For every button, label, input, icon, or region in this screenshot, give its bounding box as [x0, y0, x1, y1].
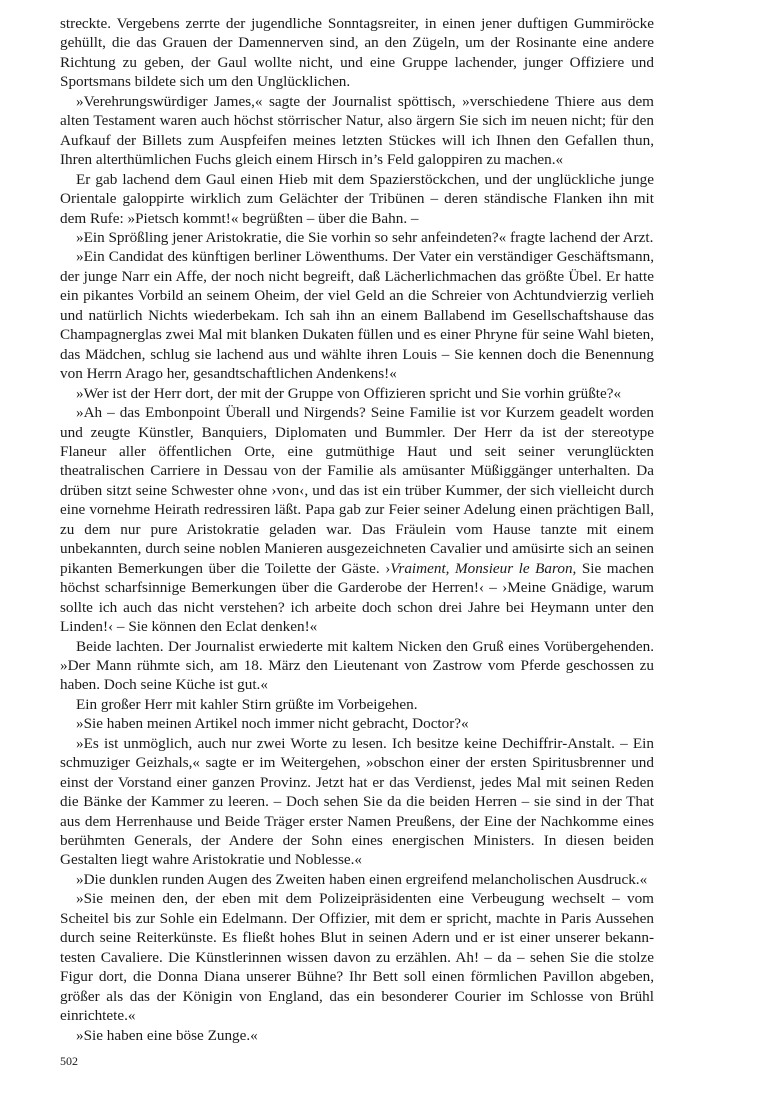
paragraph	[60, 14, 654, 92]
paragraph-text: streckte. Vergebens zerrte der jugendliche Sonntagsreiter, in einen jener duftigen Gummiröcke gehüllt, die das Grauen der Damennerven sind, an den Zügeln, um der Rosinante eine andere Richtung zu geben, der Gaul wollte nicht, und eine Gruppe lachender, junger Offiziere und Sportsmans bildete sich um den Unglücklichen.	[60, 15, 654, 91]
paragraph	[60, 870, 654, 889]
paragraph	[60, 170, 654, 228]
paragraph-text: »Wer ist der Herr dort, der mit der Gruppe von Offizieren spricht und Sie vorhin grüßte?«	[76, 384, 622, 402]
italic-text: Vraiment, Monsieur le Baron,	[390, 559, 577, 577]
paragraph	[60, 637, 654, 695]
paragraph-text: »Sie meinen den, der eben mit dem Polizeipräsidenten eine Verbeugung wechselt – vom Scheitel bis zur Sohle ein Edelmann. Der Offizier, mit dem er spricht, machte in Paris Aussehen durch seine Reiterkünste. Es fließt hohes Blut in seinen Adern und er ist einer unserer bekanntesten Cavaliere. Die Künstlerinnen wissen davon zu erzählen. Ah! – da – sehen Sie die stolze Figur dort, die Donna Diana unserer Bühne? Ihr Bett soll einen förmlichen Pavillon abgeben, größer als das der Königin von England, das ein besonderer Courier im Schlosse von Brühl einrichtete.«	[60, 890, 654, 1025]
paragraph	[60, 384, 654, 403]
paragraph	[60, 889, 654, 1025]
paragraph-text: Er gab lachend dem Gaul einen Hieb mit dem Spazierstöckchen, und der unglückliche junge Orientale galoppirte wirklich zum Gelächter der Tribünen – deren ständische Flanken ihn mit dem Rufe: »Pietsch kommt!« begrüßten – über die Bahn. –	[60, 170, 654, 227]
paragraph	[60, 695, 654, 714]
page-body	[60, 14, 654, 1045]
page-number: 502	[60, 1054, 78, 1068]
paragraph	[60, 714, 654, 733]
paragraph-text: »Die dunklen runden Augen des Zweiten haben einen ergreifend melancholischen Ausdruck.«	[76, 870, 648, 888]
paragraph-text: »Ein Sprößling jener Aristokratie, die Sie vorhin so sehr anfeindeten?« fragte lachend der Arzt.	[76, 228, 654, 246]
paragraph-text: »Ah – das Embonpoint Überall und Nirgends? Seine Familie ist vor Kurzem geadelt worden und zeugte Künstler, Banquiers, Diplomaten und Bummler. Der Herr da ist der stereotype Flaneur aller öffentlichen Orte, eine gutmüthige Haut und seit seiner verunglückten theatralischen Carriere in Dessau von der Familie als amüsanter Müßiggänger unterhalten. Da drüben sitzt seine Schwester ohne ›von‹, und das ist ein trüber Kummer, der sich vielleicht durch eine vornehme Heirath redressiren läßt. Papa gab zur Feier seiner Adelung einen prächtigen Ball, zu dem nur pure Aristokratie geladen war. Das Fräulein vom Hause tanzte mit einem unbekannten, durch seine noblen Manieren ausgezeichneten Cavalier und amüsirte sich an seinen pikanten Bemerkungen über die Toilette der Gäste. ›	[60, 404, 654, 577]
paragraph	[60, 92, 654, 170]
paragraph-text: »Es ist unmöglich, auch nur zwei Worte zu lesen. Ich besitze keine Dechiffrir-Anstalt. – Ein schmuziger Geizhals,« sagte er im Weitergehen, »obschon einer der ersten Spiritusbrenner und einst der Vorstand einer ganzen Provinz. Jetzt hat er das Verdienst, jedes Mal mit seinen Reden die Bänke der Kammer zu leeren. – Doch sehen Sie da die beiden Herren – sie sind in der That aus dem Herrenhause und Beide Träger erster Namen Preußens, der Eine der Nachkomme eines berühmten Generals, der Andere der Sohn eines energischen Ministers. In diesen beiden Gestalten liegt wahre Aristokratie und Noblesse.«	[60, 734, 654, 869]
paragraph-text: Sie machen höchst scharfsinnige Bemerkungen über die Garderobe der Herren!‹ – ›Meine Gnädige, warum sollte ich auch das nicht verstehen? ich arbeite doch schon drei Jahre bei Heymann unter den Linden!‹ – Sie können den Eclat denken!«	[60, 559, 654, 636]
paragraph	[60, 734, 654, 870]
paragraph-text: Ein großer Herr mit kahler Stirn grüßte im Vorbeigehen.	[76, 695, 418, 713]
paragraph	[60, 403, 654, 636]
paragraph-text: »Verehrungswürdiger James,« sagte der Journalist spöttisch, »verschiedene Thiere aus dem alten Testament waren auch höchst störrischer Natur, also ärgern Sie sich im neuen nicht; für den Aufkauf der Billets zum Auspfeifen meines letzten Stückes will ich Ihnen den Gefallen thun, Ihren alterthümlichen Fuchs gleich einem Hirsch in’s Feld galoppiren zu machen.«	[60, 92, 654, 169]
paragraph-text: »Sie haben meinen Artikel noch immer nicht gebracht, Doctor?«	[76, 715, 469, 733]
paragraph	[60, 247, 654, 383]
paragraph-text: »Sie haben eine böse Zunge.«	[76, 1026, 258, 1044]
paragraph-text: »Ein Candidat des künftigen berliner Löwenthums. Der Vater ein verständiger Geschäftsmann, der junge Narr ein Affe, der noch nicht begreift, daß Lächerlichmachen das größte Übel. Er hatte ein pikantes Vorbild an seinem Oheim, der viel Geld an die Schreier von Achtundvierzig verlieh und natürlich Nichts wiederbekam. Ich sah ihn an einem Ballabend im Gesellschaftshause das Champagnerglas zwei Mal mit blanken Dukaten füllen und es einer Phryne für seine Wahl bieten, das Mädchen, schlug sie lachend aus und wählte ihren Louis – Sie kennen doch die Benennung von Herrn Arago her, gesandtschaftlichen Andenkens!«	[60, 248, 654, 383]
paragraph	[60, 1026, 654, 1045]
paragraph	[60, 228, 654, 247]
paragraph-text: Beide lachten. Der Journalist erwiederte mit kaltem Nicken den Gruß eines Vorübergehenden. »Der Mann rühmte sich, am 18. März den Lieutenant von Zastrow vom Pferde geschossen zu haben. Doch seine Küche ist gut.«	[60, 637, 654, 694]
